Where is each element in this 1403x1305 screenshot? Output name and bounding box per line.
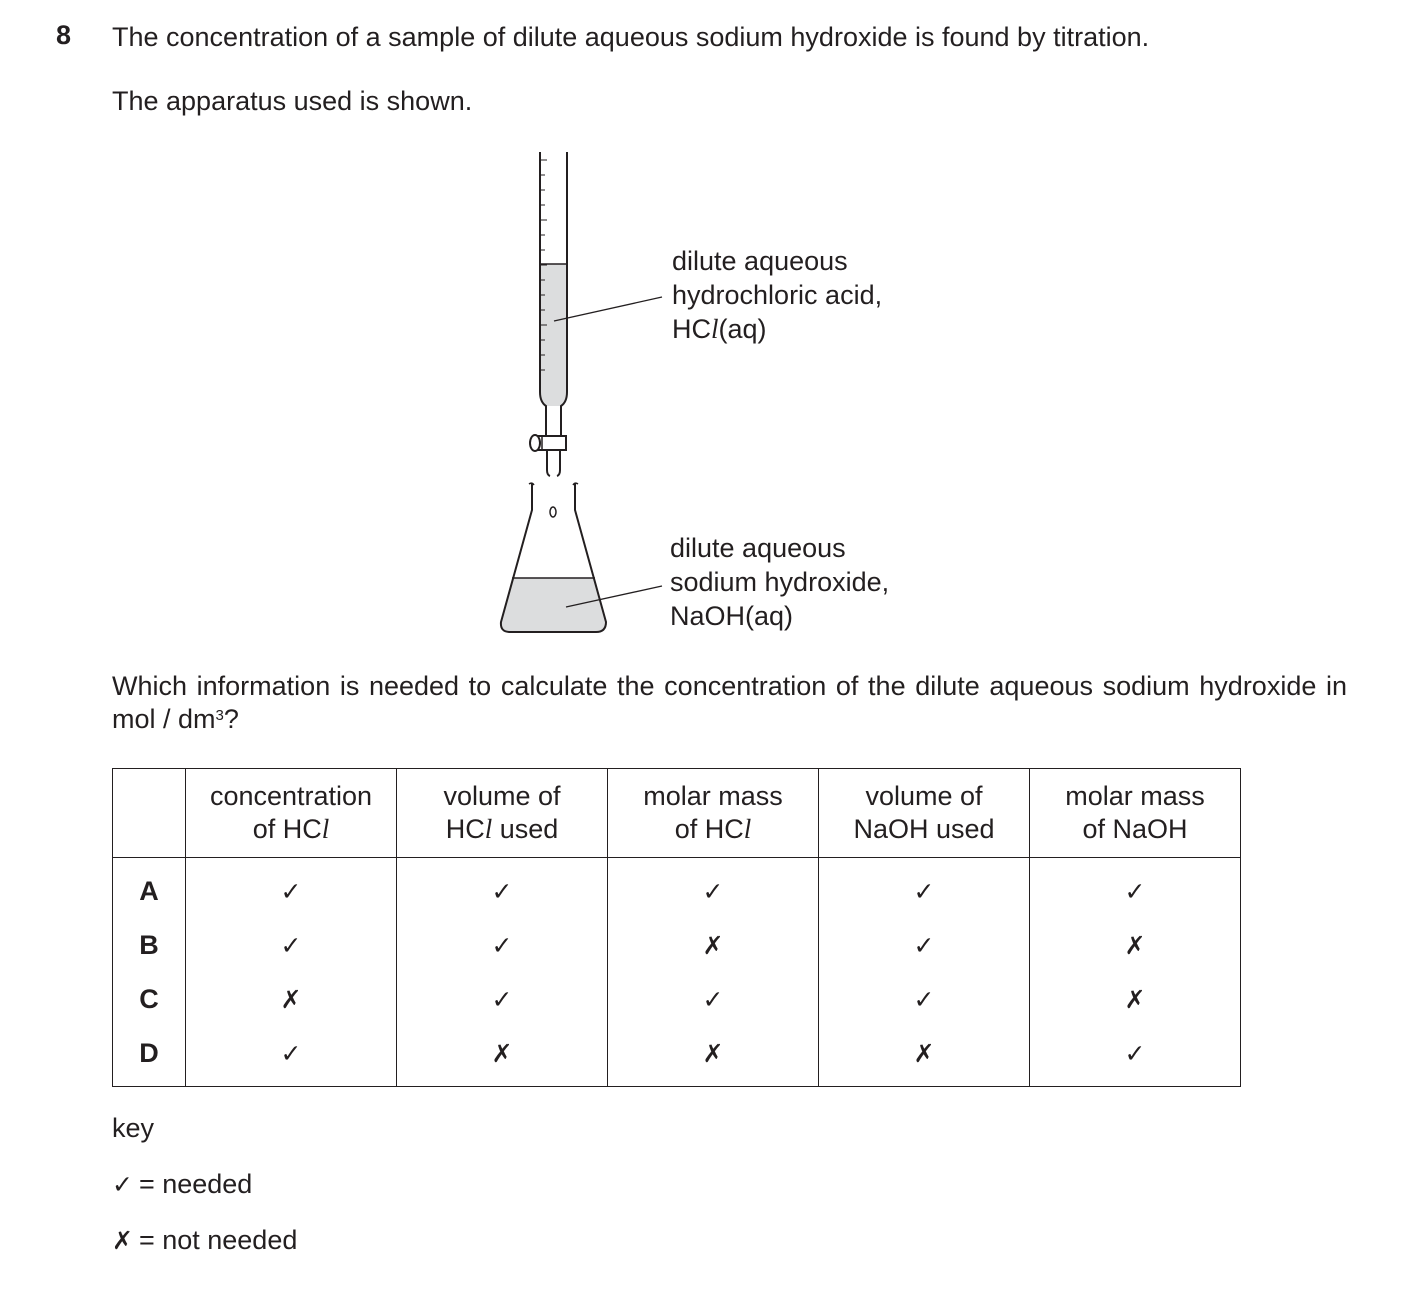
option-letter: A — [113, 858, 186, 919]
mark-cell: ✓ — [1030, 1026, 1241, 1087]
mark-cell: ✗ — [608, 1026, 819, 1087]
header-concentration-hcl: concentration of HCl — [186, 769, 397, 858]
flask-label: dilute aqueous sodium hydroxide, NaOH(aq) — [670, 533, 890, 631]
mark-cell: ✓ — [397, 972, 608, 1026]
mark-cell: ✓ — [186, 1026, 397, 1087]
question-number: 8 — [56, 20, 72, 50]
mark-cell: ✗ — [397, 1026, 608, 1087]
tap — [530, 435, 566, 451]
mark-cell: ✓ — [819, 972, 1030, 1026]
key-title: key — [112, 1113, 155, 1143]
flask-solution — [501, 578, 606, 632]
options-table — [112, 768, 1241, 1087]
mark-cell: ✓ — [397, 918, 608, 972]
blank-header-cell — [113, 769, 186, 858]
burette-label-line — [554, 297, 662, 321]
question-prompt: Which information is needed to calculate the concentration of the dilute aqueous sodium hydroxide in mol / $dm^3$? — [112, 671, 1347, 734]
mark-cell: ✓ — [186, 858, 397, 919]
mark-cell: ✓ — [186, 918, 397, 972]
drop — [550, 507, 556, 517]
option-letter: B — [113, 918, 186, 972]
header-molar-mass-hcl: molar mass of HCl — [608, 769, 819, 858]
apparatus-intro: The apparatus used is shown. — [112, 86, 473, 116]
titration-apparatus-diagram — [480, 140, 680, 640]
mark-cell: ✗ — [186, 972, 397, 1026]
mark-cell: ✓ — [608, 858, 819, 919]
mark-cell: ✓ — [819, 918, 1030, 972]
table-row — [113, 858, 1241, 919]
cross-icon: ✗ — [112, 1226, 133, 1255]
table-row — [113, 918, 1241, 972]
mark-cell: ✗ — [608, 918, 819, 972]
mark-cell: ✗ — [1030, 972, 1241, 1026]
header-volume-naoh: volume of NaOH used — [819, 769, 1030, 858]
table-header-row — [113, 769, 1241, 858]
key-not-needed: ✗ = not needed — [112, 1225, 298, 1255]
burette-nozzle — [547, 450, 560, 476]
burette-acid — [540, 264, 567, 406]
mark-cell: ✗ — [1030, 918, 1241, 972]
mark-cell: ✓ — [1030, 858, 1241, 919]
mark-cell: ✓ — [397, 858, 608, 919]
table-row — [113, 972, 1241, 1026]
question-stem: The concentration of a sample of dilute aqueous sodium hydroxide is found by titration. — [112, 22, 1150, 52]
tick-icon: ✓ — [112, 1170, 133, 1199]
key-needed: ✓ = needed — [112, 1169, 253, 1199]
header-molar-mass-naoh: molar mass of NaOH — [1030, 769, 1241, 858]
option-letter: D — [113, 1026, 186, 1087]
mark-cell: ✗ — [819, 1026, 1030, 1087]
option-letter: C — [113, 972, 186, 1026]
mark-cell: ✓ — [819, 858, 1030, 919]
table-row — [113, 1026, 1241, 1087]
burette-label: dilute aqueous hydrochloric acid, HCl(aq) — [672, 246, 883, 344]
header-volume-hcl: volume of HCl used — [397, 769, 608, 858]
mark-cell: ✓ — [608, 972, 819, 1026]
